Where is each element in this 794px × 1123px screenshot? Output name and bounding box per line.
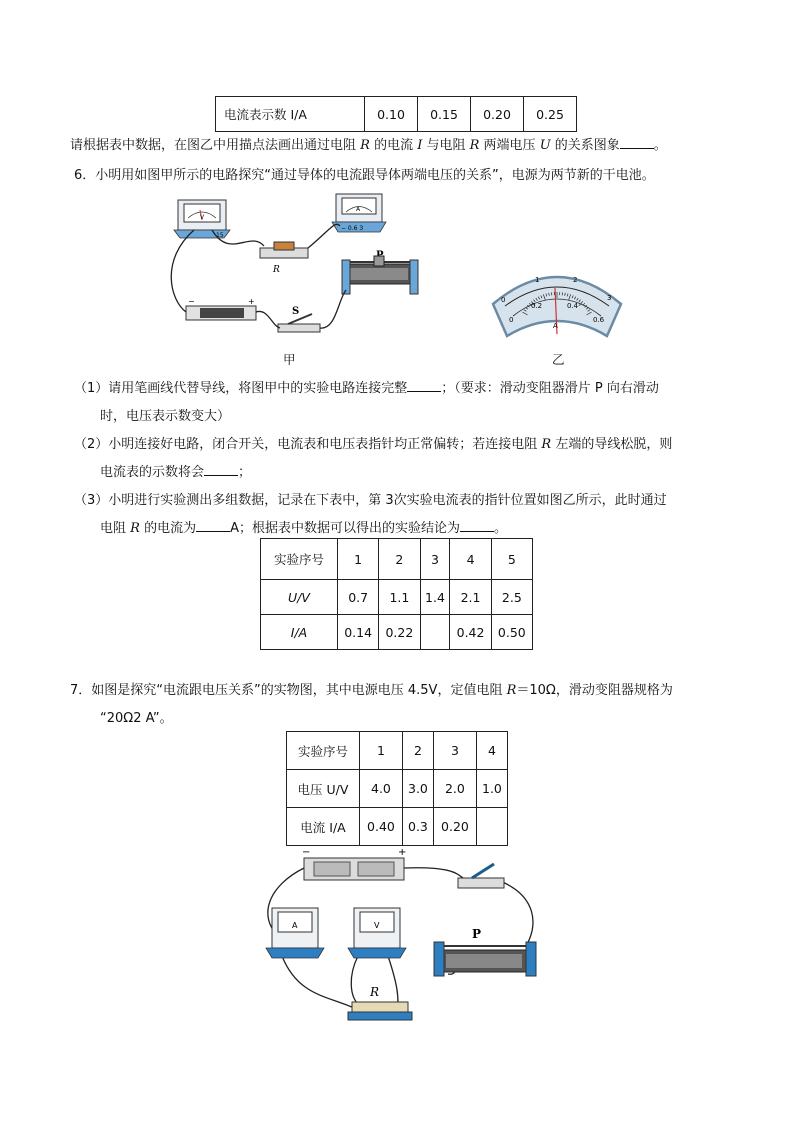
table-cell: 5 — [491, 539, 532, 580]
q7-data-table — [286, 731, 508, 846]
ammeter-icon — [266, 908, 324, 958]
answer-blank — [620, 136, 654, 149]
table-cell: 1 — [338, 539, 379, 580]
svg-text:A: A — [292, 921, 298, 930]
table-cell: 2.5 — [491, 580, 532, 615]
q7-spec: “20Ω2 A”。 — [100, 711, 173, 726]
svg-text:+: + — [248, 297, 255, 306]
table-cell: 0.50 — [491, 615, 532, 650]
table-cell: 0.3 — [402, 808, 433, 846]
svg-text:1: 1 — [535, 276, 540, 284]
svg-text:0.6: 0.6 — [593, 316, 605, 324]
answer-blank — [407, 379, 441, 392]
q7-intro: 7．如图是探究“电流跟电压关系”的实物图，其中电源电压 4.5V，定值电阻 R＝10Ω，滑动变阻器规格为 — [70, 683, 673, 698]
svg-text:R: R — [273, 265, 280, 275]
answer-blank — [204, 463, 238, 476]
table-cell: 电流 I/A — [287, 808, 360, 846]
table-cell — [420, 615, 450, 650]
svg-text:−: − — [188, 297, 195, 306]
circuit-figure-jia — [160, 190, 430, 340]
voltmeter-icon — [174, 200, 230, 239]
table-cell: 电流表示数 I/A — [216, 97, 365, 132]
svg-text:0.4: 0.4 — [567, 302, 579, 310]
table-cell: 2 — [379, 539, 420, 580]
table-cell: 0.40 — [360, 808, 403, 846]
table-cell: 实验序号 — [287, 732, 360, 770]
table-cell: I/A — [261, 615, 338, 650]
switch-icon — [458, 864, 504, 888]
svg-text:V: V — [374, 921, 380, 930]
q6-part3-cont: 电阻 R 的电流为 A；根据表中数据可以得出的实验结论为 。 — [100, 521, 508, 536]
table-cell: 2 — [402, 732, 433, 770]
figure-caption-jia: 甲 — [283, 352, 296, 367]
instruction-line: 请根据表中数据，在图乙中用描点法画出通过电阻 R 的电流 I 与电阻 R 两端电压 U 的关系图象 。 — [70, 138, 667, 153]
table-cell: 0.42 — [450, 615, 491, 650]
table-cell — [476, 808, 507, 846]
table-cell: 4.0 — [360, 770, 403, 808]
table-cell: 3 — [433, 732, 476, 770]
battery-icon — [186, 297, 256, 320]
table-cell: 1.1 — [379, 580, 420, 615]
answer-blank — [460, 519, 494, 532]
table-cell: 0.20 — [433, 808, 476, 846]
table-cell: 0.7 — [338, 580, 379, 615]
table-cell: 电压 U/V — [287, 770, 360, 808]
table-cell: 2.0 — [433, 770, 476, 808]
circuit-figure-q7 — [258, 846, 548, 1026]
svg-text:+: + — [398, 847, 407, 858]
table-cell: U/V — [261, 580, 338, 615]
battery-icon — [302, 847, 406, 880]
top-data-table — [215, 96, 577, 132]
table-cell: 1.4 — [420, 580, 450, 615]
svg-text:0: 0 — [509, 316, 514, 324]
svg-text:S: S — [292, 306, 300, 317]
svg-text:0: 0 — [501, 296, 506, 304]
table-cell: 3.0 — [402, 770, 433, 808]
q6-part1-cont: 时，电压表示数变大） — [100, 409, 231, 424]
table-cell: 4 — [476, 732, 507, 770]
svg-text:3: 3 — [607, 294, 612, 302]
table-cell: 1 — [360, 732, 403, 770]
ammeter-dial-figure-yi — [483, 264, 631, 346]
table-cell: 0.25 — [524, 97, 577, 132]
q6-part2-cont: 电流表的示数将会 ； — [100, 465, 252, 480]
q6-part3: （3）小明进行实验测出多组数据，记录在下表中，第 3次实验电流表的指针位置如图乙所示，此时通过 — [74, 493, 667, 508]
ammeter-icon — [332, 194, 386, 232]
table-cell: 0.15 — [418, 97, 471, 132]
svg-text:−: − — [302, 847, 311, 858]
table-cell: 1.0 — [476, 770, 507, 808]
rheostat-icon — [434, 927, 536, 976]
table-cell: 0.10 — [365, 97, 418, 132]
q6-part1: （1）请用笔画线代替导线，将图甲中的实验电路连接完整 ；（要求：滑动变阻器滑片 P 向右滑动 — [74, 381, 659, 396]
svg-text:15: 15 — [216, 232, 224, 239]
q6-data-table — [260, 538, 533, 650]
svg-text:2: 2 — [573, 276, 578, 284]
table-cell: 3 — [420, 539, 450, 580]
table-cell: 4 — [450, 539, 491, 580]
voltmeter-icon — [348, 908, 406, 958]
svg-text:0.2: 0.2 — [531, 302, 543, 310]
table-cell: 实验序号 — [261, 539, 338, 580]
table-cell: 2.1 — [450, 580, 491, 615]
svg-text:A: A — [553, 322, 558, 330]
table-cell: 0.14 — [338, 615, 379, 650]
rheostat-icon — [342, 250, 418, 294]
figure-caption-yi: 乙 — [552, 352, 565, 367]
svg-text:A: A — [356, 206, 361, 213]
q6-intro: 6．小明用如图甲所示的电路探究“通过导体的电流跟导体两端电压的关系”，电源为两节新的干电池。 — [74, 168, 655, 183]
answer-blank — [196, 519, 230, 532]
q6-part2: （2）小明连接好电路，闭合开关，电流表和电压表指针均正常偏转；若连接电阻 R 左端的导线松脱，则 — [74, 437, 673, 452]
svg-text:− 0.6 3: − 0.6 3 — [341, 225, 364, 232]
svg-text:P: P — [472, 927, 482, 941]
switch-icon — [278, 306, 320, 332]
resistor-icon — [348, 985, 412, 1020]
svg-text:V: V — [200, 214, 205, 221]
svg-text:R: R — [370, 985, 380, 999]
table-cell: 0.22 — [379, 615, 420, 650]
table-cell: 0.20 — [471, 97, 524, 132]
resistor-icon — [260, 242, 308, 275]
